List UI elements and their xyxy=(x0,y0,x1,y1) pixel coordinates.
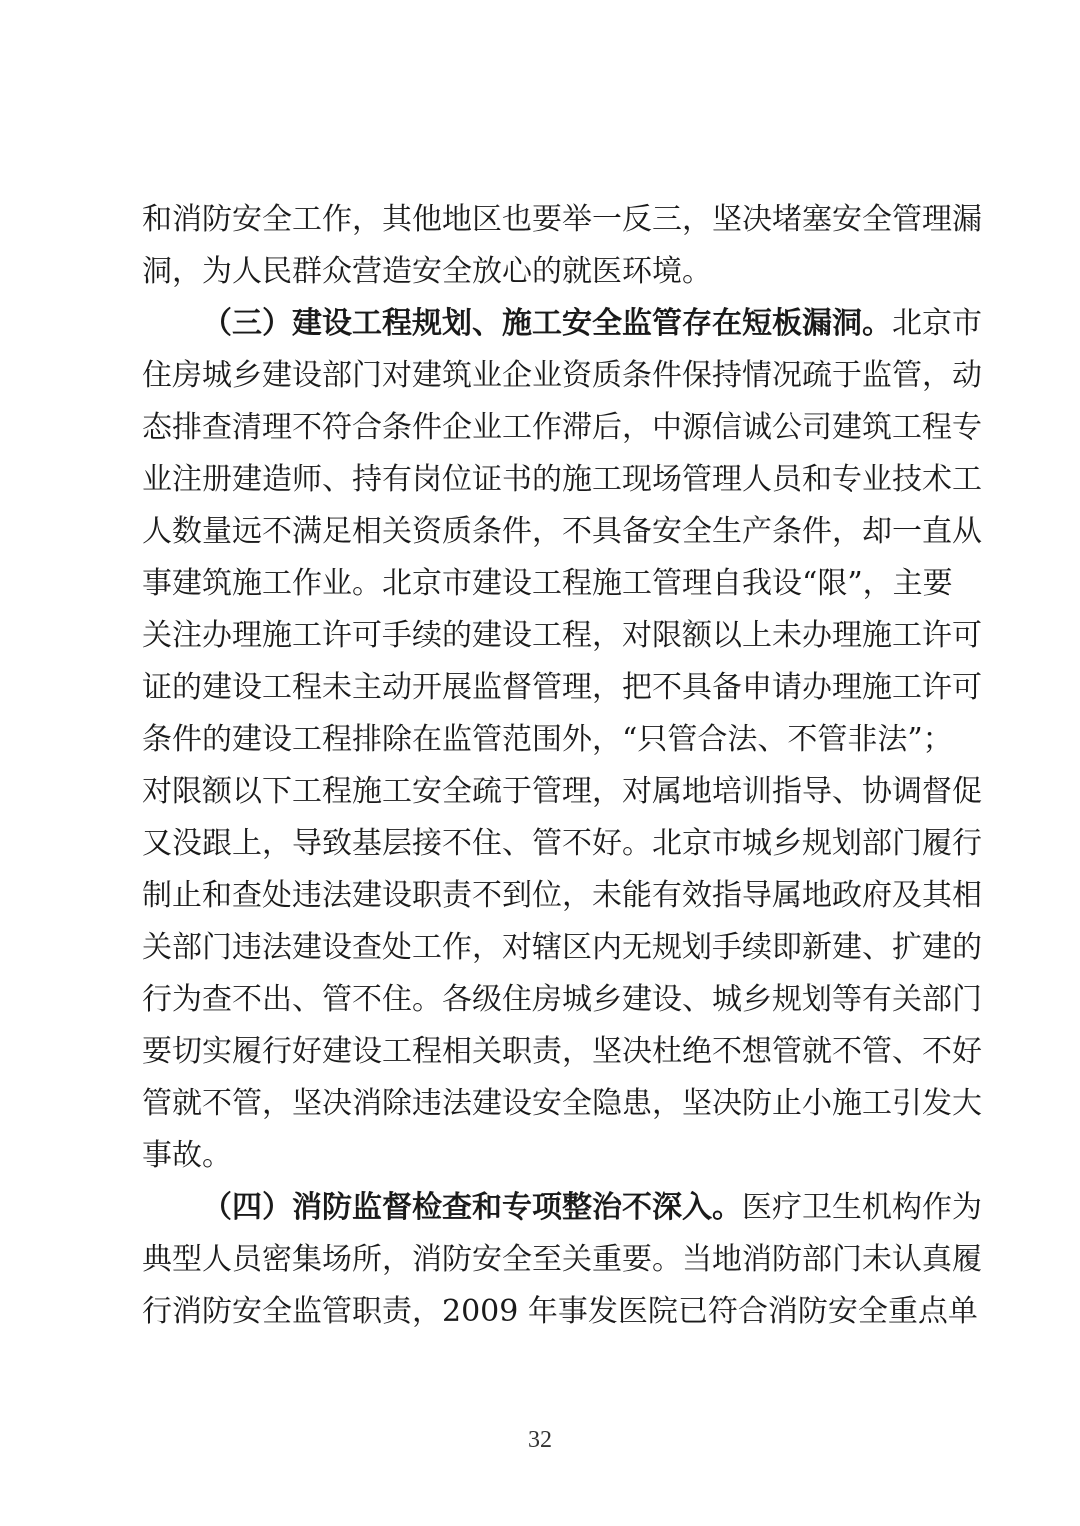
text-line: 业注册建造师、持有岗位证书的施工现场管理人员和专业技术工 xyxy=(142,462,982,497)
page-number: 32 xyxy=(528,1427,552,1453)
text-line: 事故。 xyxy=(142,1138,232,1173)
text-line: 态排查清理不符合条件企业工作滞后，中源信诚公司建筑工程专 xyxy=(142,410,982,445)
text-line: 对限额以下工程施工安全疏于管理，对属地培训指导、协调督促 xyxy=(142,774,982,809)
text-line: 行为查不出、管不住。各级住房城乡建设、城乡规划等有关部门 xyxy=(142,982,982,1017)
section-heading-four: （四）消防监督检查和专项整治不深入。 xyxy=(202,1190,742,1225)
text-line: 又没跟上，导致基层接不住、管不好。北京市城乡规划部门履行 xyxy=(142,826,982,861)
text-line: 事建筑施工作业。北京市建设工程施工管理自我设“限”，主要 xyxy=(142,566,953,601)
text-line: 证的建设工程未主动开展监督管理，把不具备申请办理施工许可 xyxy=(142,670,982,705)
section-heading-three: （三）建设工程规划、施工安全监管存在短板漏洞。 xyxy=(202,306,892,341)
text-line: 管就不管，坚决消除违法建设安全隐患，坚决防止小施工引发大 xyxy=(142,1086,982,1121)
text-span: 北京市 xyxy=(892,306,982,341)
text-line: 洞，为人民群众营造安全放心的就医环境。 xyxy=(142,254,712,289)
text-line: 和消防安全工作，其他地区也要举一反三，坚决堵塞安全管理漏 xyxy=(142,202,982,237)
text-line: 住房城乡建设部门对建筑业企业资质条件保持情况疏于监管，动 xyxy=(142,358,982,393)
section-three-line xyxy=(202,298,982,350)
text-span: 医疗卫生机构作为 xyxy=(742,1190,982,1225)
text-line: 关注办理施工许可手续的建设工程，对限额以上未办理施工许可 xyxy=(142,618,982,653)
section-four-line xyxy=(202,1182,982,1234)
text-line: 制止和查处违法建设职责不到位，未能有效指导属地政府及其相 xyxy=(142,878,982,913)
text-line: 人数量远不满足相关资质条件，不具备安全生产条件，却一直从 xyxy=(142,514,982,549)
text-line: 要切实履行好建设工程相关职责，坚决杜绝不想管就不管、不好 xyxy=(142,1034,982,1069)
text-line: 条件的建设工程排除在监管范围外，“只管合法、不管非法”； xyxy=(142,722,953,757)
text-line: 典型人员密集场所，消防安全至关重要。当地消防部门未认真履 xyxy=(142,1242,982,1277)
text-line: 行消防安全监管职责，2009 年事发医院已符合消防安全重点单 xyxy=(142,1294,978,1329)
text-line: 关部门违法建设查处工作，对辖区内无规划手续即新建、扩建的 xyxy=(142,930,982,965)
